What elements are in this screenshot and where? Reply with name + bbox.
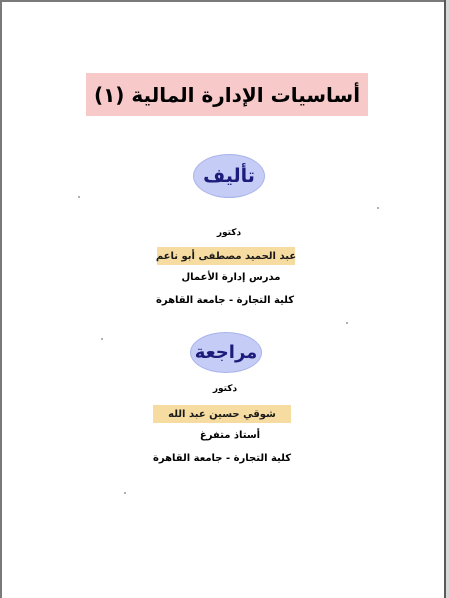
reviewer-name: شوقي حسين عبد الله xyxy=(168,408,276,420)
scan-speck xyxy=(124,492,126,494)
document-title: أساسيات الإدارة المالية (١) xyxy=(93,82,361,107)
scan-speck xyxy=(346,322,348,324)
review-heading-oval xyxy=(190,332,262,373)
reviewer-name-highlight xyxy=(153,405,291,423)
author-name-highlight xyxy=(157,247,295,265)
author-heading-oval xyxy=(193,154,265,198)
scan-speck xyxy=(78,196,80,198)
author-heading: تأليف xyxy=(203,165,255,187)
author-name: عبد الحميد مصطفى أبو ناعم xyxy=(155,250,297,262)
author-degree: دكتور xyxy=(216,228,242,238)
review-heading: مراجعة xyxy=(194,342,258,363)
reviewer-degree: دكتور xyxy=(212,384,238,394)
reviewer-position: أستاذ متفرغ xyxy=(199,430,261,441)
scan-speck xyxy=(377,207,379,209)
author-position: مدرس إدارة الأعمال xyxy=(181,272,281,283)
scan-speck xyxy=(101,338,103,340)
title-banner xyxy=(86,73,368,116)
author-affiliation: كلية التجارة - جامعة القاهرة xyxy=(155,295,295,306)
reviewer-affiliation: كلية التجارة - جامعة القاهرة xyxy=(152,453,292,464)
